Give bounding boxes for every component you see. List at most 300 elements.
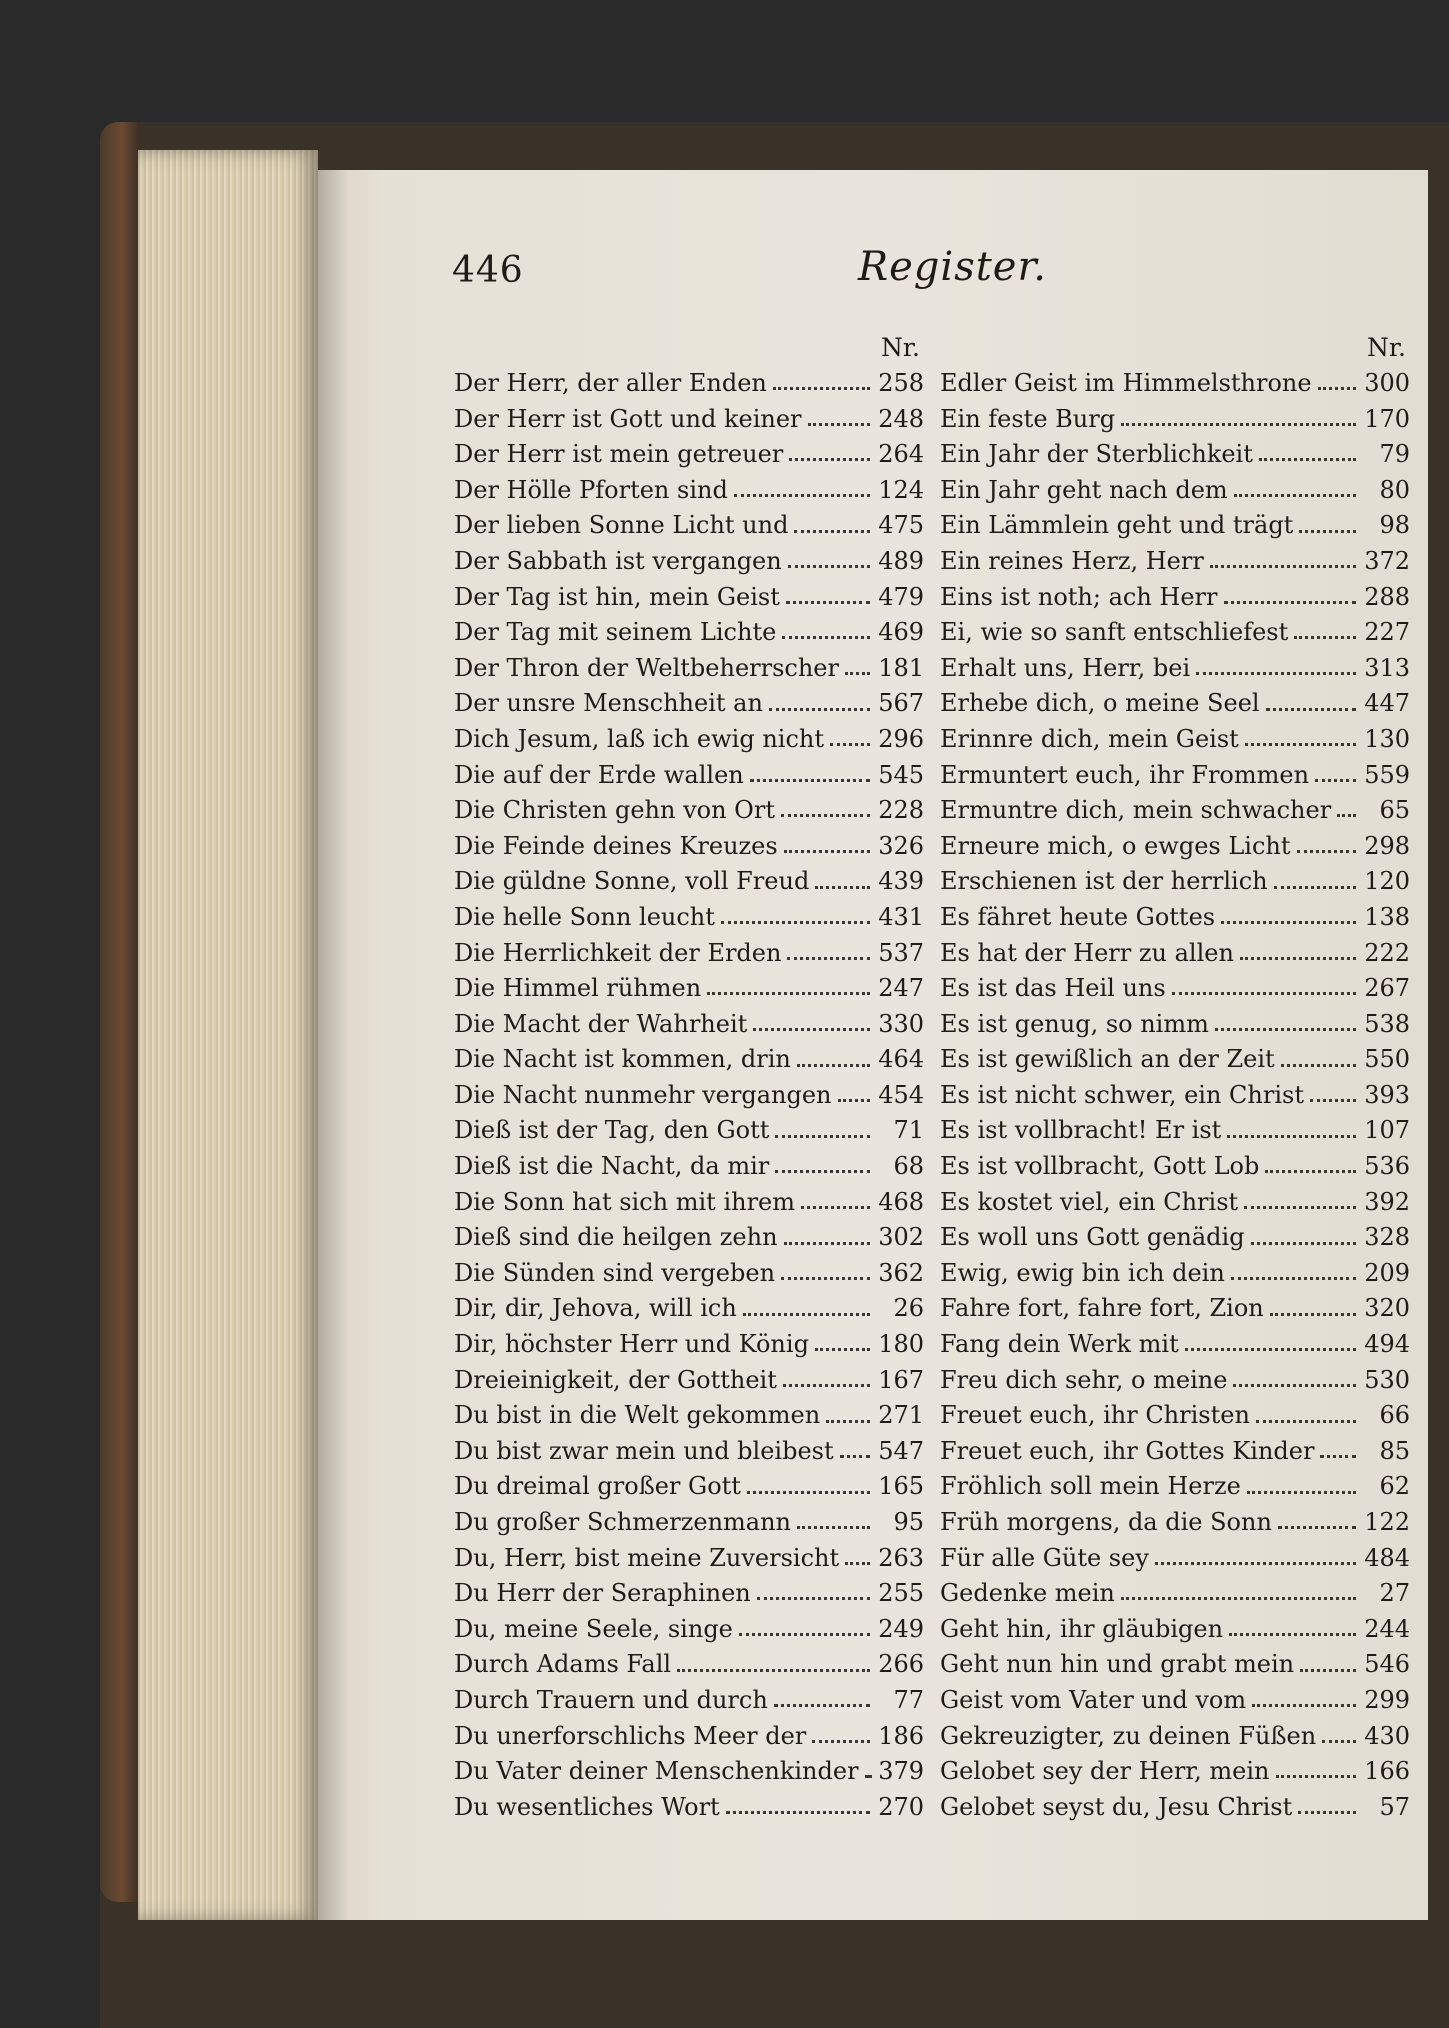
entry-number: 107: [1364, 1116, 1410, 1145]
entry-number: 379: [878, 1757, 924, 1786]
entry-title: Ein Jahr der Sterblichkeit: [940, 440, 1253, 469]
entry-title: Der Thron der Weltbeherrscher: [454, 653, 839, 682]
entry-number: 536: [1364, 1152, 1410, 1181]
dot-leader: [781, 814, 870, 817]
entry-number: 537: [878, 938, 924, 967]
entry-title: Erschienen ist der herrlich: [940, 867, 1268, 896]
entry-title: Der unsre Menschheit an: [454, 689, 763, 718]
index-entry: [454, 1754, 924, 1790]
dot-leader: [845, 672, 870, 675]
dot-leader: [788, 565, 870, 568]
entry-number: 124: [878, 475, 924, 504]
dot-leader: [797, 1064, 870, 1067]
entry-title: Geht hin, ihr gläubigen: [940, 1614, 1224, 1643]
index-list-left: [454, 366, 924, 1825]
dot-leader: [826, 1420, 870, 1423]
dot-leader: [747, 1491, 870, 1494]
entry-number: 439: [878, 867, 924, 896]
entry-title: Der Herr ist mein getreuer: [454, 440, 784, 469]
entry-title: Die Christen gehn von Ort: [454, 796, 775, 825]
entry-title: Edler Geist im Himmelsthrone: [940, 369, 1312, 397]
index-entry: [940, 1754, 1410, 1790]
index-entry: [454, 722, 924, 758]
entry-title: Dir, höchster Herr und König: [454, 1330, 809, 1359]
entry-title: Es fähret heute Gottes: [940, 902, 1216, 931]
entry-title: Der Herr ist Gott und keiner: [454, 404, 802, 433]
dot-leader: [808, 423, 870, 426]
entry-title: Durch Trauern und durch: [454, 1685, 768, 1714]
dot-leader: [1215, 1028, 1356, 1031]
column-header-nr: Nr.: [880, 333, 920, 362]
binding-shadow: [318, 170, 348, 1920]
entry-number: 430: [1364, 1721, 1410, 1750]
entry-number: 545: [878, 760, 924, 789]
entry-number: 392: [1364, 1187, 1410, 1216]
dot-leader: [1318, 387, 1356, 390]
entry-number: 122: [1364, 1508, 1410, 1536]
entry-number: 530: [1364, 1365, 1410, 1394]
entry-number: 170: [1364, 404, 1410, 433]
dot-leader: [1210, 565, 1356, 568]
page-number: 446: [452, 250, 524, 291]
index-entry: [940, 1683, 1410, 1719]
entry-title: Der Tag mit seinem Lichte: [454, 618, 777, 647]
entry-title: Du wesentliches Wort: [454, 1792, 720, 1821]
entry-number: 62: [1379, 1472, 1410, 1501]
dot-leader: [1299, 530, 1356, 533]
entry-number: 138: [1364, 902, 1410, 931]
entry-number: 266: [878, 1650, 924, 1679]
index-entry: [454, 900, 924, 936]
entry-title: Du unerforschlichs Meer der: [454, 1721, 807, 1750]
index-entry: [940, 1719, 1410, 1755]
entry-title: Erhalt uns, Herr, bei: [940, 653, 1191, 682]
entry-title: Für alle Güte sey: [940, 1543, 1149, 1572]
index-entry: [454, 971, 924, 1007]
entry-number: 166: [1364, 1757, 1410, 1786]
book-page: [318, 170, 1428, 1920]
entry-number: 489: [878, 546, 924, 575]
entry-number: 328: [1364, 1223, 1410, 1252]
entry-number: 130: [1364, 724, 1410, 753]
index-entry: [940, 1042, 1410, 1078]
entry-title: Die Macht der Wahrheit: [454, 1009, 748, 1038]
entry-title: Ein Lämmlein geht und trägt: [940, 511, 1294, 540]
entry-title: Dieß sind die heilgen zehn: [454, 1223, 778, 1252]
entry-number: 65: [1379, 796, 1410, 825]
entry-title: Eins ist noth; ach Herr: [940, 582, 1218, 611]
entry-number: 270: [878, 1792, 924, 1821]
dot-leader: [677, 1669, 870, 1672]
dot-leader: [1265, 1170, 1356, 1173]
entry-number: 27: [1379, 1579, 1410, 1608]
entry-number: 165: [878, 1472, 924, 1501]
index-entry: [454, 1505, 924, 1541]
entry-title: Du bist zwar mein und bleibest: [454, 1436, 834, 1465]
dot-leader: [1294, 636, 1356, 639]
dot-leader: [1252, 1704, 1356, 1707]
dot-leader: [1278, 1526, 1356, 1529]
entry-title: Geist vom Vater und vom: [940, 1685, 1247, 1714]
index-entry: [454, 437, 924, 473]
entry-title: Du dreimal großer Gott: [454, 1472, 741, 1501]
index-entry: [454, 1363, 924, 1399]
dot-leader: [1244, 1206, 1356, 1209]
entry-number: 227: [1364, 618, 1410, 647]
entry-title: Erinnre dich, mein Geist: [940, 724, 1239, 753]
dot-leader: [1247, 1491, 1356, 1494]
entry-number: 66: [1379, 1401, 1410, 1430]
entry-title: Es hat der Herr zu allen: [940, 938, 1234, 967]
entry-number: 464: [878, 1045, 924, 1074]
entry-title: Die güldne Sonne, voll Freud: [454, 867, 810, 896]
dot-leader: [1196, 672, 1356, 675]
entry-number: 244: [1364, 1614, 1410, 1643]
entry-title: Dieß ist die Nacht, da mir: [454, 1152, 770, 1181]
entry-number: 300: [1364, 369, 1410, 397]
entry-number: 79: [1379, 440, 1410, 469]
entry-number: 484: [1364, 1543, 1410, 1572]
entry-number: 228: [878, 796, 924, 825]
dot-leader: [838, 1099, 870, 1102]
entry-number: 447: [1364, 689, 1410, 718]
index-entry: [940, 402, 1410, 438]
index-entry: [454, 1398, 924, 1434]
index-entry: [454, 508, 924, 544]
index-entry: [940, 1007, 1410, 1043]
entry-title: Ein reines Herz, Herr: [940, 546, 1204, 575]
entry-number: 559: [1364, 760, 1410, 789]
entry-title: Es ist nicht schwer, ein Christ: [940, 1080, 1304, 1109]
index-entry: [454, 1078, 924, 1114]
entry-title: Die auf der Erde wallen: [454, 760, 744, 789]
entry-number: 546: [1364, 1650, 1410, 1679]
entry-title: Es ist das Heil uns: [940, 974, 1166, 1003]
entry-number: 479: [878, 582, 924, 611]
entry-number: 302: [878, 1223, 924, 1252]
index-entry: [940, 971, 1410, 1007]
index-entry: [454, 1113, 924, 1149]
entry-number: 567: [878, 689, 924, 718]
entry-number: 26: [893, 1294, 924, 1323]
entry-title: Es ist gewißlich an der Zeit: [940, 1045, 1275, 1074]
entry-title: Der Sabbath ist vergangen: [454, 546, 782, 575]
index-entry: [454, 1149, 924, 1185]
entry-title: Durch Adams Fall: [454, 1650, 672, 1679]
column-header-nr: Nr.: [1366, 333, 1406, 362]
entry-number: 180: [878, 1330, 924, 1359]
entry-number: 120: [1364, 867, 1410, 896]
index-entry: [454, 793, 924, 829]
index-entry: [454, 1647, 924, 1683]
entry-title: Es ist genug, so nimm: [940, 1009, 1209, 1038]
index-entry: [454, 1220, 924, 1256]
entry-number: 264: [878, 440, 924, 469]
dot-leader: [1256, 1420, 1356, 1423]
index-entry: [454, 829, 924, 865]
entry-title: Geht nun hin und grabt mein: [940, 1650, 1295, 1679]
entry-title: Du bist in die Welt gekommen: [454, 1401, 821, 1430]
index-entry: [940, 1113, 1410, 1149]
dot-leader: [721, 921, 870, 924]
entry-title: Ermuntert euch, ihr Frommen: [940, 760, 1310, 789]
dot-leader: [1322, 1740, 1356, 1743]
entry-title: Dich Jesum, laß ich ewig nicht: [454, 724, 824, 753]
index-entry: [454, 1541, 924, 1577]
dot-leader: [845, 1562, 870, 1565]
dot-leader: [1234, 494, 1356, 497]
dot-leader: [1185, 1348, 1356, 1351]
index-entry: [454, 1469, 924, 1505]
entry-title: Es woll uns Gott genädig: [940, 1223, 1245, 1252]
index-entry: [940, 366, 1410, 402]
entry-title: Gelobet seyst du, Jesu Christ: [940, 1792, 1293, 1821]
index-entry: [454, 686, 924, 722]
entry-title: Ewig, ewig bin ich dein: [940, 1258, 1225, 1287]
entry-number: 77: [893, 1685, 924, 1714]
index-entry: [454, 473, 924, 509]
page-header: [318, 244, 1428, 320]
entry-title: Die Nacht nunmehr vergangen: [454, 1080, 832, 1109]
entry-number: 298: [1364, 831, 1410, 860]
dot-leader: [707, 992, 870, 995]
dot-leader: [1298, 1811, 1356, 1814]
index-entry: [940, 758, 1410, 794]
dot-leader: [830, 743, 870, 746]
dot-leader: [1229, 1633, 1356, 1636]
entry-number: 372: [1364, 546, 1410, 575]
index-entry: [940, 1576, 1410, 1612]
entry-title: Der Tag ist hin, mein Geist: [454, 582, 780, 611]
entry-title: Erhebe dich, o meine Seel: [940, 689, 1260, 718]
entry-number: 98: [1379, 511, 1410, 540]
index-entry: [940, 1291, 1410, 1327]
index-entry: [454, 1719, 924, 1755]
dot-leader: [734, 494, 870, 497]
index-entry: [940, 1185, 1410, 1221]
entry-number: 57: [1379, 1792, 1410, 1821]
dot-leader: [865, 1775, 870, 1778]
entry-number: 186: [878, 1721, 924, 1750]
dot-leader: [1224, 601, 1357, 604]
entry-number: 288: [1364, 582, 1410, 611]
entry-title: Es ist vollbracht! Er ist: [940, 1116, 1222, 1145]
index-entry: [940, 651, 1410, 687]
dot-leader: [815, 886, 870, 889]
entry-title: Fröhlich soll mein Herze: [940, 1472, 1241, 1501]
dot-leader: [1266, 708, 1356, 711]
dot-leader: [775, 1170, 870, 1173]
index-entry: [940, 829, 1410, 865]
entry-title: Ermuntre dich, mein schwacher: [940, 796, 1332, 825]
dot-leader: [801, 1206, 870, 1209]
entry-number: 263: [878, 1543, 924, 1572]
index-entry: [454, 544, 924, 580]
entry-number: 85: [1379, 1436, 1410, 1465]
entry-number: 167: [878, 1365, 924, 1394]
entry-number: 209: [1364, 1258, 1410, 1287]
book-spine-edge: [100, 122, 140, 1902]
dot-leader: [1240, 957, 1356, 960]
entry-title: Die Sonn hat sich mit ihrem: [454, 1187, 796, 1216]
entry-title: Ei, wie so sanft entschliefest: [940, 618, 1289, 647]
entry-number: 330: [878, 1009, 924, 1038]
dot-leader: [1337, 814, 1356, 817]
dot-leader: [784, 1242, 870, 1245]
entry-number: 271: [878, 1401, 924, 1430]
index-entry: [940, 1327, 1410, 1363]
entry-number: 538: [1364, 1009, 1410, 1038]
index-entry: [454, 1790, 924, 1826]
entry-number: 181: [878, 653, 924, 682]
entry-number: 468: [878, 1187, 924, 1216]
dot-leader: [1231, 1277, 1356, 1280]
entry-title: Der Hölle Pforten sind: [454, 475, 728, 504]
entry-number: 550: [1364, 1045, 1410, 1074]
dot-leader: [789, 458, 870, 461]
entry-number: 71: [893, 1116, 924, 1145]
dot-leader: [775, 1135, 870, 1138]
index-entry: [940, 1469, 1410, 1505]
dot-leader: [753, 1028, 870, 1031]
entry-title: Es kostet viel, ein Christ: [940, 1187, 1239, 1216]
entry-title: Gedenke mein: [940, 1579, 1115, 1608]
entry-number: 393: [1364, 1080, 1410, 1109]
entry-title: Die Nacht ist kommen, drin: [454, 1045, 791, 1074]
dot-leader: [774, 1704, 870, 1707]
index-list-right: [940, 366, 1410, 1825]
entry-number: 469: [878, 618, 924, 647]
index-entry: [940, 1363, 1410, 1399]
index-entry: [454, 402, 924, 438]
entry-number: 68: [893, 1152, 924, 1181]
entry-number: 431: [878, 902, 924, 931]
dot-leader: [1281, 1064, 1356, 1067]
entry-title: Du Herr der Seraphinen: [454, 1579, 751, 1608]
entry-number: 248: [878, 404, 924, 433]
index-entry: [940, 1541, 1410, 1577]
entry-number: 299: [1364, 1685, 1410, 1714]
index-entry: [454, 1327, 924, 1363]
index-entry: [454, 1042, 924, 1078]
dot-leader: [786, 601, 870, 604]
entry-title: Früh morgens, da die Sonn: [940, 1508, 1272, 1536]
dot-leader: [797, 1526, 870, 1529]
index-column-right: [940, 330, 1410, 1825]
dot-leader: [1274, 886, 1356, 889]
index-entry: [454, 1185, 924, 1221]
entry-title: Du Vater deiner Menschenkinder: [454, 1757, 859, 1786]
index-entry: [940, 1612, 1410, 1648]
entry-title: Die Feinde deines Kreuzes: [454, 831, 778, 860]
page-title: Register.: [858, 244, 1047, 290]
dot-leader: [1270, 1313, 1356, 1316]
entry-number: 95: [893, 1508, 924, 1536]
index-entry: [940, 793, 1410, 829]
dot-leader: [1259, 458, 1356, 461]
dot-leader: [739, 1633, 870, 1636]
index-entry: [454, 615, 924, 651]
entry-title: Du großer Schmerzenmann: [454, 1508, 792, 1536]
index-entry: [940, 544, 1410, 580]
entry-title: Gekreuzigter, zu deinen Füßen: [940, 1721, 1317, 1750]
dot-leader: [773, 387, 870, 390]
index-entry: [454, 1256, 924, 1292]
dot-leader: [1227, 1135, 1356, 1138]
entry-title: Erneure mich, o ewges Licht: [940, 831, 1291, 860]
entry-number: 249: [878, 1614, 924, 1643]
index-entry: [940, 722, 1410, 758]
entry-title: Dreieinigkeit, der Gottheit: [454, 1365, 777, 1394]
index-column-left: [454, 330, 924, 1825]
entry-title: Die Sünden sind vergeben: [454, 1258, 776, 1287]
entry-title: Der lieben Sonne Licht und: [454, 511, 789, 540]
entry-title: Die Himmel rühmen: [454, 974, 702, 1003]
dot-leader: [815, 1348, 870, 1351]
dot-leader: [726, 1811, 870, 1814]
entry-title: Fang dein Werk mit: [940, 1330, 1179, 1359]
dot-leader: [1121, 1597, 1356, 1600]
entry-number: 326: [878, 831, 924, 860]
entry-number: 454: [878, 1080, 924, 1109]
index-entry: [454, 366, 924, 402]
index-entry: [940, 1434, 1410, 1470]
index-entry: [940, 437, 1410, 473]
index-entry: [940, 864, 1410, 900]
entry-number: 255: [878, 1579, 924, 1608]
index-entry: [940, 1078, 1410, 1114]
index-entry: [454, 1683, 924, 1719]
entry-title: Freuet euch, ihr Gottes Kinder: [940, 1436, 1315, 1465]
dot-leader: [743, 1313, 870, 1316]
dot-leader: [1233, 1384, 1356, 1387]
index-entry: [454, 864, 924, 900]
entry-number: 494: [1364, 1330, 1410, 1359]
entry-title: Du, meine Seele, singe: [454, 1614, 733, 1643]
index-entry: [454, 1007, 924, 1043]
index-entry: [940, 936, 1410, 972]
entry-number: 475: [878, 511, 924, 540]
dot-leader: [781, 1277, 870, 1280]
index-entry: [940, 580, 1410, 616]
entry-title: Ein Jahr geht nach dem: [940, 475, 1228, 504]
index-entry: [454, 936, 924, 972]
index-entry: [940, 1220, 1410, 1256]
index-entry: [940, 1790, 1410, 1826]
dot-leader: [794, 530, 870, 533]
index-entry: [454, 1612, 924, 1648]
dot-leader: [812, 1740, 870, 1743]
index-entry: [940, 615, 1410, 651]
entry-number: 267: [1364, 974, 1410, 1003]
dot-leader: [787, 957, 870, 960]
index-entry: [454, 651, 924, 687]
page-edges: [138, 150, 318, 1920]
entry-title: Freuet euch, ihr Christen: [940, 1401, 1250, 1430]
dot-leader: [1155, 1562, 1356, 1565]
index-entry: [454, 1291, 924, 1327]
dot-leader: [1300, 1669, 1356, 1672]
dot-leader: [757, 1597, 870, 1600]
dot-leader: [784, 850, 870, 853]
dot-leader: [783, 1384, 870, 1387]
entry-number: 80: [1379, 475, 1410, 504]
index-entry: [940, 1398, 1410, 1434]
index-entry: [454, 1576, 924, 1612]
entry-title: Die Herrlichkeit der Erden: [454, 938, 782, 967]
entry-title: Die helle Sonn leucht: [454, 902, 715, 931]
index-entry: [940, 473, 1410, 509]
